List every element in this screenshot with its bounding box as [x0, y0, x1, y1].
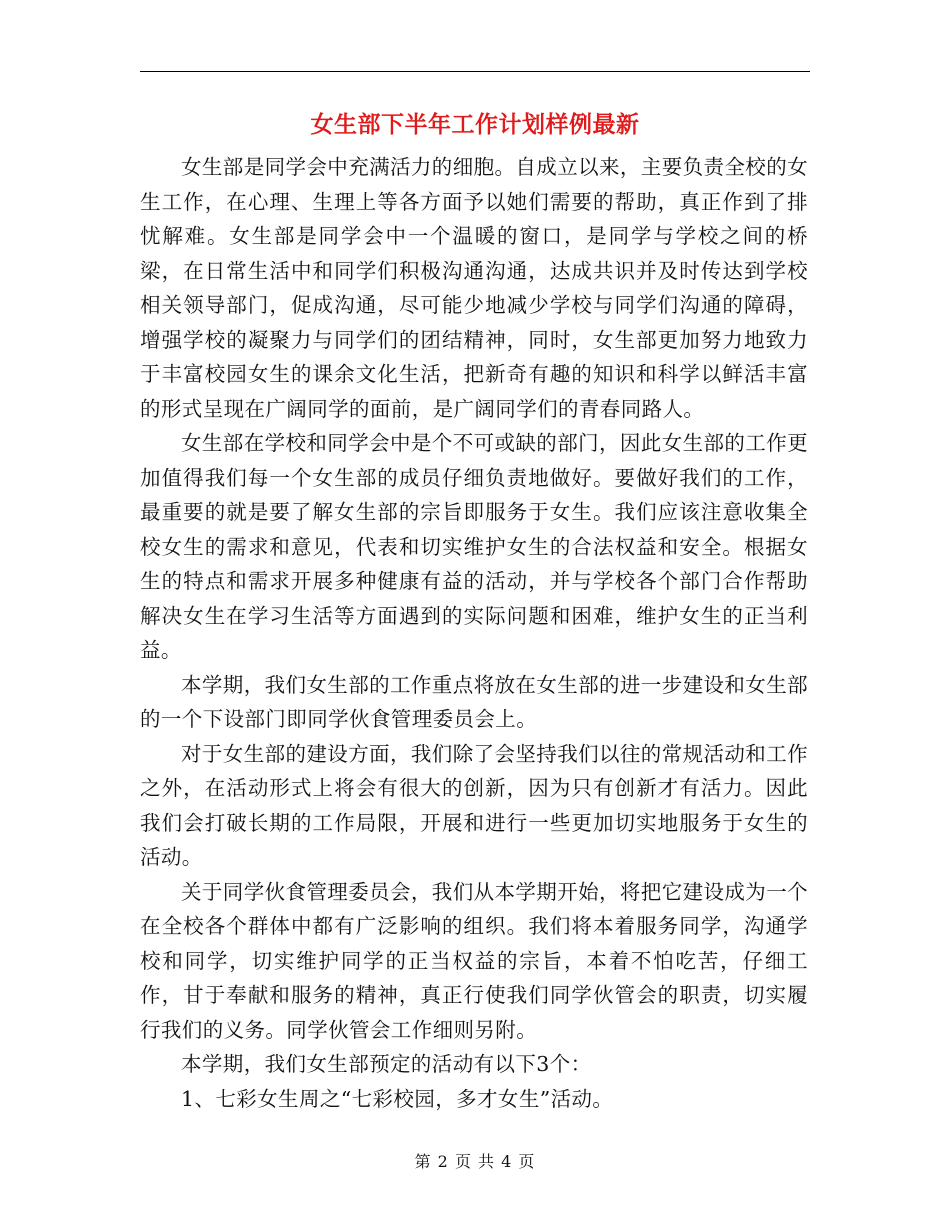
header-rule	[140, 71, 810, 72]
paragraph-intro: 女生部是同学会中充满活力的细胞。自成立以来，主要负责全校的女生工作，在心理、生理上等各方面予以她们需要的帮助，真正作到了排忧解难。女生部是同学会中一个温暖的窗口，是同学与学校之间的桥梁，在日常生活中和同学们积极沟通沟通，达成共识并及时传达到学校相关领导部门，促成沟通，尽可能少地减少学校与同学们沟通的障碍，增强学校的凝聚力与同学们的团结精神，同时，女生部更加努力地致力于丰富校园女生的课余文化生活，把新奇有趣的知识和科学以鲜活丰富的形式呈现在广阔同学的面前，是广阔同学们的青春同路人。	[140, 155, 808, 421]
document-title: 女生部下半年工作计划样例最新	[310, 111, 640, 138]
document-body	[140, 150, 808, 1116]
paragraph-focus: 本学期，我们女生部的工作重点将放在女生部的进一步建设和女生部的一个下设部门即同学伙食管理委员会上。	[140, 672, 808, 731]
paragraph-activities-intro: 本学期，我们女生部预定的活动有以下3个：	[181, 1052, 592, 1076]
page-number-footer: 第 2 页 共 4 页	[414, 1152, 536, 1171]
paragraph-construction: 对于女生部的建设方面，我们除了会坚持我们以往的常规活动和工作之外，在活动形式上将会有很大的创新，因为只有创新才有活力。因此我们会打破长期的工作局限，开展和进行一些更加切实地服务于女生的活动。	[140, 741, 808, 869]
paragraph-committee: 关于同学伙食管理委员会，我们从本学期开始，将把它建设成为一个在全校各个群体中都有广泛影响的组织。我们将本着服务同学，沟通学校和同学，切实维护同学的正当权益的宗旨，本着不怕吃苦，仔细工作，甘于奉献和服务的精神，真正行使我们同学伙管会的职责，切实履行我们的义务。同学伙管会工作细则另附。	[140, 879, 808, 1042]
paragraph-activity-1: 1、七彩女生周之“七彩校园，多才女生”活动。	[181, 1086, 614, 1111]
paragraph-importance: 女生部在学校和同学会中是个不可或缺的部门，因此女生部的工作更加值得我们每一个女生部的成员仔细负责地做好。要做好我们的工作，最重要的就是要了解女生部的宗旨即服务于女生。我们应该注意收集全校女生的需求和意见，代表和切实维护女生的合法权益和安全。根据女生的特点和需求开展多种健康有益的活动，并与学校各个部门合作帮助解决女生在学习生活等方面遇到的实际问题和困难，维护女生的正当利益。	[140, 431, 808, 662]
